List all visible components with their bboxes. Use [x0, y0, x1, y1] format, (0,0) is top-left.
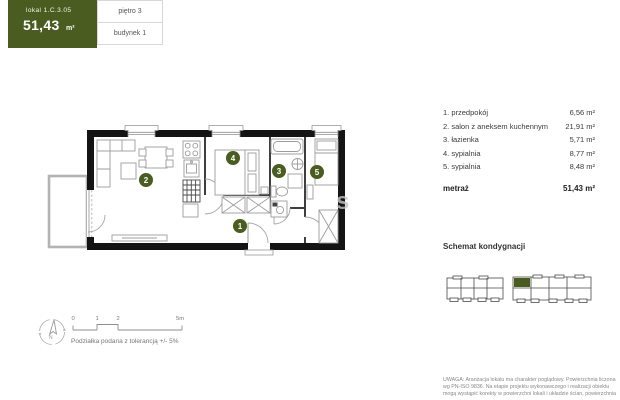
room-row [443, 160, 595, 174]
tv-stand [112, 235, 167, 241]
scale-bar [70, 312, 210, 336]
badge-room-4 [226, 151, 240, 165]
bathroom-sink [292, 159, 303, 170]
window-salon [125, 126, 158, 138]
wardrobe-bedroom5 [319, 210, 338, 243]
window-bedroom4 [209, 126, 243, 138]
svg-text:1: 1 [237, 222, 243, 231]
desk-bedroom5 [307, 185, 313, 199]
note-line: mogą wystąpić korekty w powierzchni lokali i układzie ścian, powierzchnia [443, 391, 617, 397]
bathroom-cabinet [288, 174, 302, 188]
room-row [443, 133, 595, 147]
badge-room-3 [272, 164, 286, 178]
badge-room-5 [310, 165, 324, 179]
unit-header-card [8, 0, 97, 48]
room-area: 8,48 m² [569, 162, 595, 171]
building-left [447, 276, 503, 302]
room-label: 4. sypialnia [443, 148, 481, 158]
svg-text:2: 2 [143, 176, 149, 185]
scale-tick-0: 0 [71, 316, 75, 322]
unit-id [26, 7, 97, 14]
washing-machine [271, 201, 287, 217]
building-cell: budynek 1 [97, 22, 163, 45]
room-area: 8,77 m² [569, 148, 595, 158]
unit-area-value: 51,43 [23, 17, 60, 33]
total-row [443, 183, 595, 195]
floor-schema-title: Schemat kondygnacji [443, 242, 526, 251]
unit-area-unit: m² [66, 25, 75, 32]
apartment-floor-plan [45, 120, 375, 260]
kitchen-cabinet [183, 204, 198, 217]
room-label: 5. sypialnia [443, 162, 481, 171]
room-area: 6,56 m² [569, 108, 595, 117]
unit-id-label: lokal [26, 7, 42, 14]
svg-text:5: 5 [314, 168, 320, 177]
building-right [513, 275, 591, 303]
total-area: 51,43 m² [562, 183, 595, 193]
unit-area [23, 17, 97, 35]
room-row [443, 147, 595, 161]
room-area: 21,91 m² [565, 121, 595, 131]
badge-room-2 [139, 173, 153, 187]
bathtub [271, 139, 303, 154]
room-label: 1. przedpokój [443, 108, 489, 117]
coffee-table [121, 163, 136, 179]
window-bedroom5 [312, 126, 341, 138]
room-label: 2. salon z aneksem kuchennym [443, 121, 549, 131]
compass-icon [36, 314, 70, 352]
room-row [443, 106, 595, 120]
note-line: wg PN-ISO 9836. Na etapie projektu wykonawczego i realizacji obiektu [443, 384, 610, 390]
svg-text:N: N [49, 335, 53, 341]
note-line: UWAGA: Aranżacja lokalu ma charakter poglądowy. Powierzchnia liczona [443, 377, 616, 383]
floor-schema-diagram [445, 274, 593, 306]
disclaimer-note [443, 377, 617, 398]
toilet [271, 186, 288, 197]
total-label: metraż [443, 183, 469, 193]
room-label: 3. łazienka [443, 135, 479, 144]
scale-caption: Podziałka podana z tolerancją +/- 5% [71, 338, 179, 345]
kitchen-sink [184, 160, 199, 177]
highlighted-unit [514, 278, 530, 287]
nightstand [261, 187, 268, 194]
room-area: 5,71 m² [569, 135, 595, 144]
badge-room-1 [233, 219, 247, 233]
unit-meta [97, 0, 163, 45]
svg-text:3: 3 [276, 167, 282, 176]
unit-id-number: 1.C.3.05 [43, 7, 72, 14]
scale-tick-5m: 5m [176, 316, 185, 322]
svg-text:4: 4 [230, 154, 236, 163]
balcony [49, 176, 87, 247]
watermark-fragment: s [336, 188, 350, 215]
room-list [443, 106, 595, 195]
fridge [183, 180, 200, 202]
scale-tick-1: 1 [95, 316, 99, 322]
scale-tick-2: 2 [116, 316, 120, 322]
room-row [443, 120, 595, 134]
stove [183, 141, 200, 158]
floor-cell: piętro 3 [97, 0, 163, 23]
